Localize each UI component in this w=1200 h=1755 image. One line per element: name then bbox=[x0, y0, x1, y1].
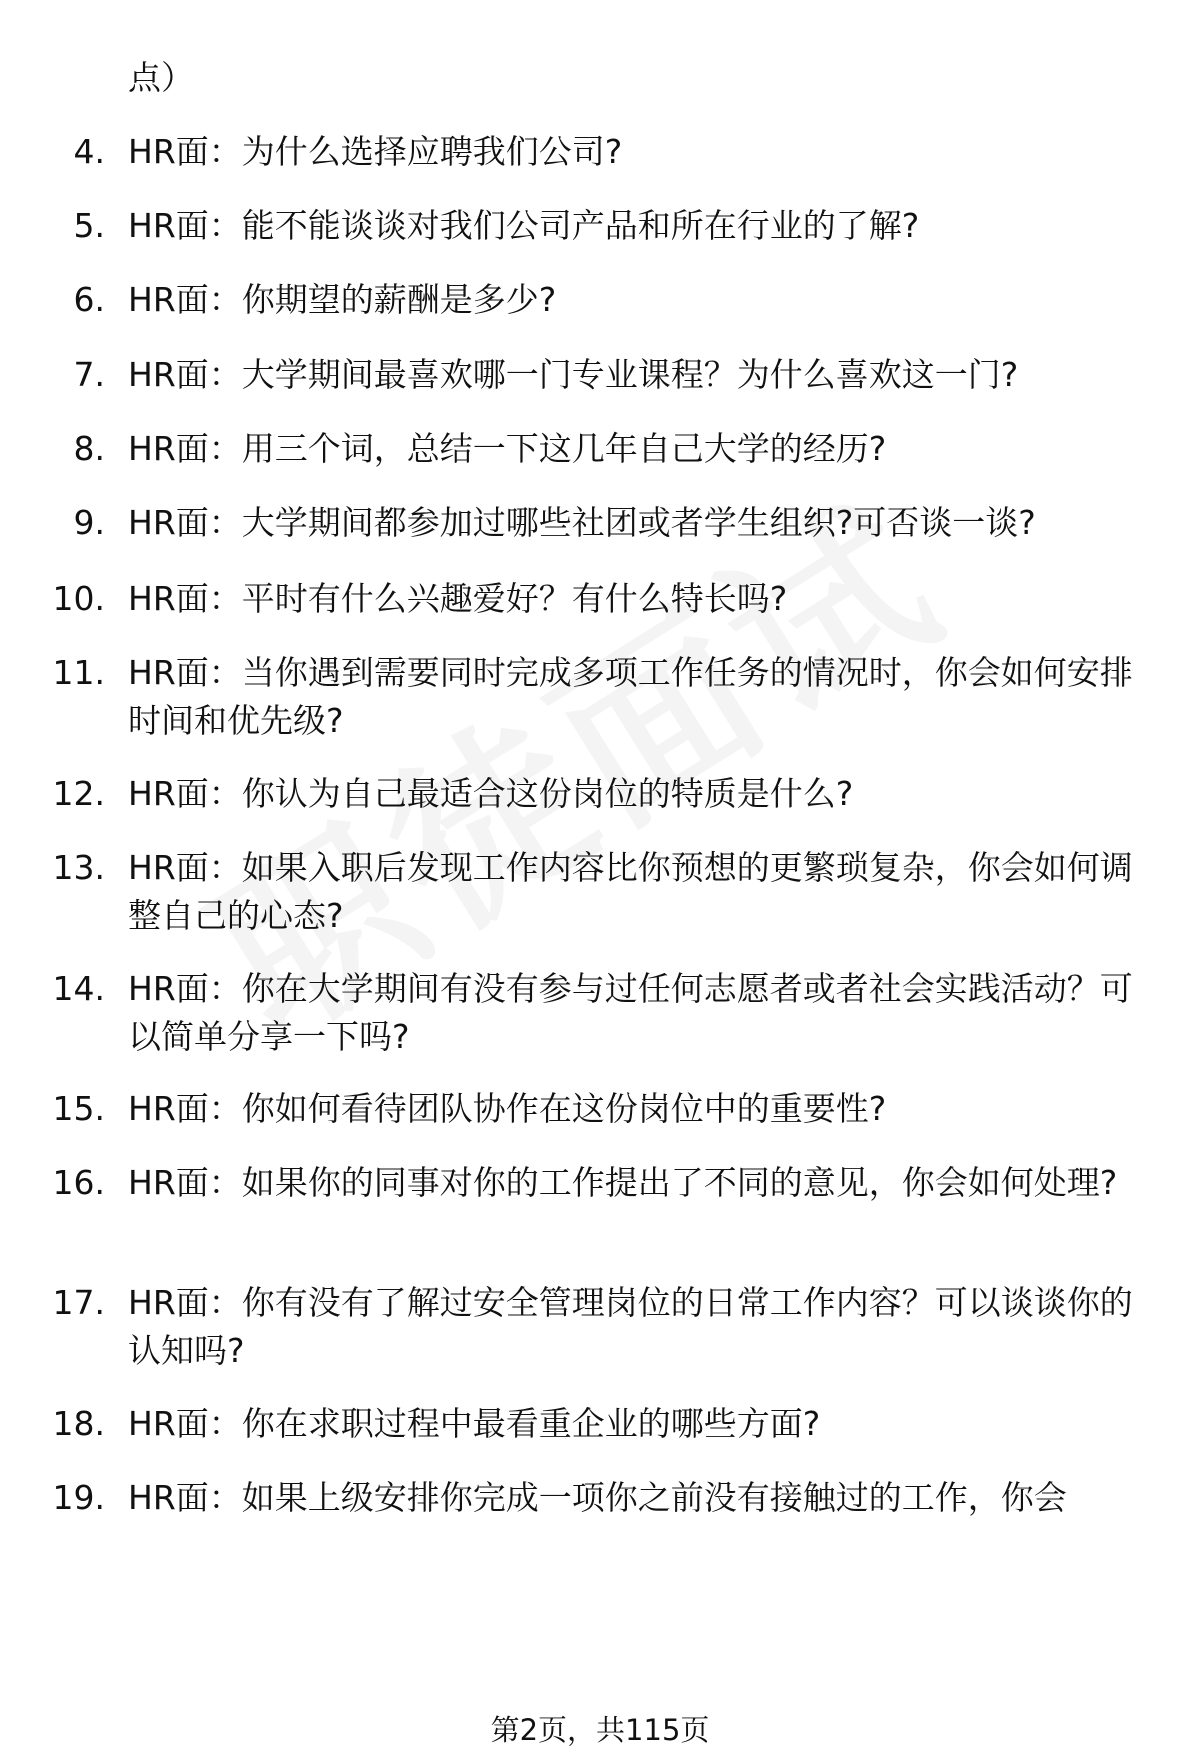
item-number: 14. bbox=[52, 969, 105, 1008]
page-footer: 第2页，共115页 bbox=[490, 1713, 710, 1747]
item-number: 8. bbox=[73, 429, 105, 468]
item-number: 11. bbox=[52, 653, 105, 692]
item-text: HR面：大学期间都参加过哪些社团或者学生组织?可否谈一谈? bbox=[128, 503, 1036, 542]
continuation-text: 点） bbox=[128, 58, 194, 97]
item-text: HR面：你认为自己最适合这份岗位的特质是什么? bbox=[128, 774, 854, 813]
item-text: HR面：能不能谈谈对我们公司产品和所在行业的了解? bbox=[128, 206, 920, 245]
item-text: HR面：如果入职后发现工作内容比你预想的更繁琐复杂，你会如何调整自己的心态? bbox=[128, 848, 1133, 935]
item-text: HR面：你有没有了解过安全管理岗位的日常工作内容？可以谈谈你的认知吗? bbox=[128, 1283, 1133, 1370]
item-text: HR面：平时有什么兴趣爱好？有什么特长吗? bbox=[128, 579, 788, 618]
item-text: HR面：当你遇到需要同时完成多项工作任务的情况时，你会如何安排时间和优先级? bbox=[128, 653, 1133, 740]
item-text: HR面：你在大学期间有没有参与过任何志愿者或者社会实践活动？可以简单分享一下吗? bbox=[128, 969, 1133, 1056]
item-number: 10. bbox=[52, 579, 105, 618]
item-number: 6. bbox=[73, 280, 105, 319]
item-number: 4. bbox=[73, 132, 105, 171]
item-text: HR面：大学期间最喜欢哪一门专业课程？为什么喜欢这一门? bbox=[128, 355, 1019, 394]
item-number: 19. bbox=[52, 1478, 105, 1517]
item-number: 16. bbox=[52, 1163, 105, 1202]
item-number: 5. bbox=[73, 206, 105, 245]
item-text: HR面：你在求职过程中最看重企业的哪些方面? bbox=[128, 1404, 821, 1443]
item-text: HR面：如果你的同事对你的工作提出了不同的意见，你会如何处理? bbox=[128, 1163, 1118, 1202]
item-number: 15. bbox=[52, 1089, 105, 1128]
item-number: 13. bbox=[52, 848, 105, 887]
item-number: 9. bbox=[73, 503, 105, 542]
item-text: HR面：你期望的薪酬是多少? bbox=[128, 280, 557, 319]
item-text: HR面：如果上级安排你完成一项你之前没有接触过的工作，你会 bbox=[128, 1478, 1067, 1517]
item-text: HR面：你如何看待团队协作在这份岗位中的重要性? bbox=[128, 1089, 887, 1128]
item-number: 7. bbox=[73, 355, 105, 394]
item-text: HR面：用三个词，总结一下这几年自己大学的经历? bbox=[128, 429, 887, 468]
item-text: HR面：为什么选择应聘我们公司? bbox=[128, 132, 623, 171]
item-number: 18. bbox=[52, 1404, 105, 1443]
item-number: 12. bbox=[52, 774, 105, 813]
item-number: 17. bbox=[52, 1283, 105, 1322]
